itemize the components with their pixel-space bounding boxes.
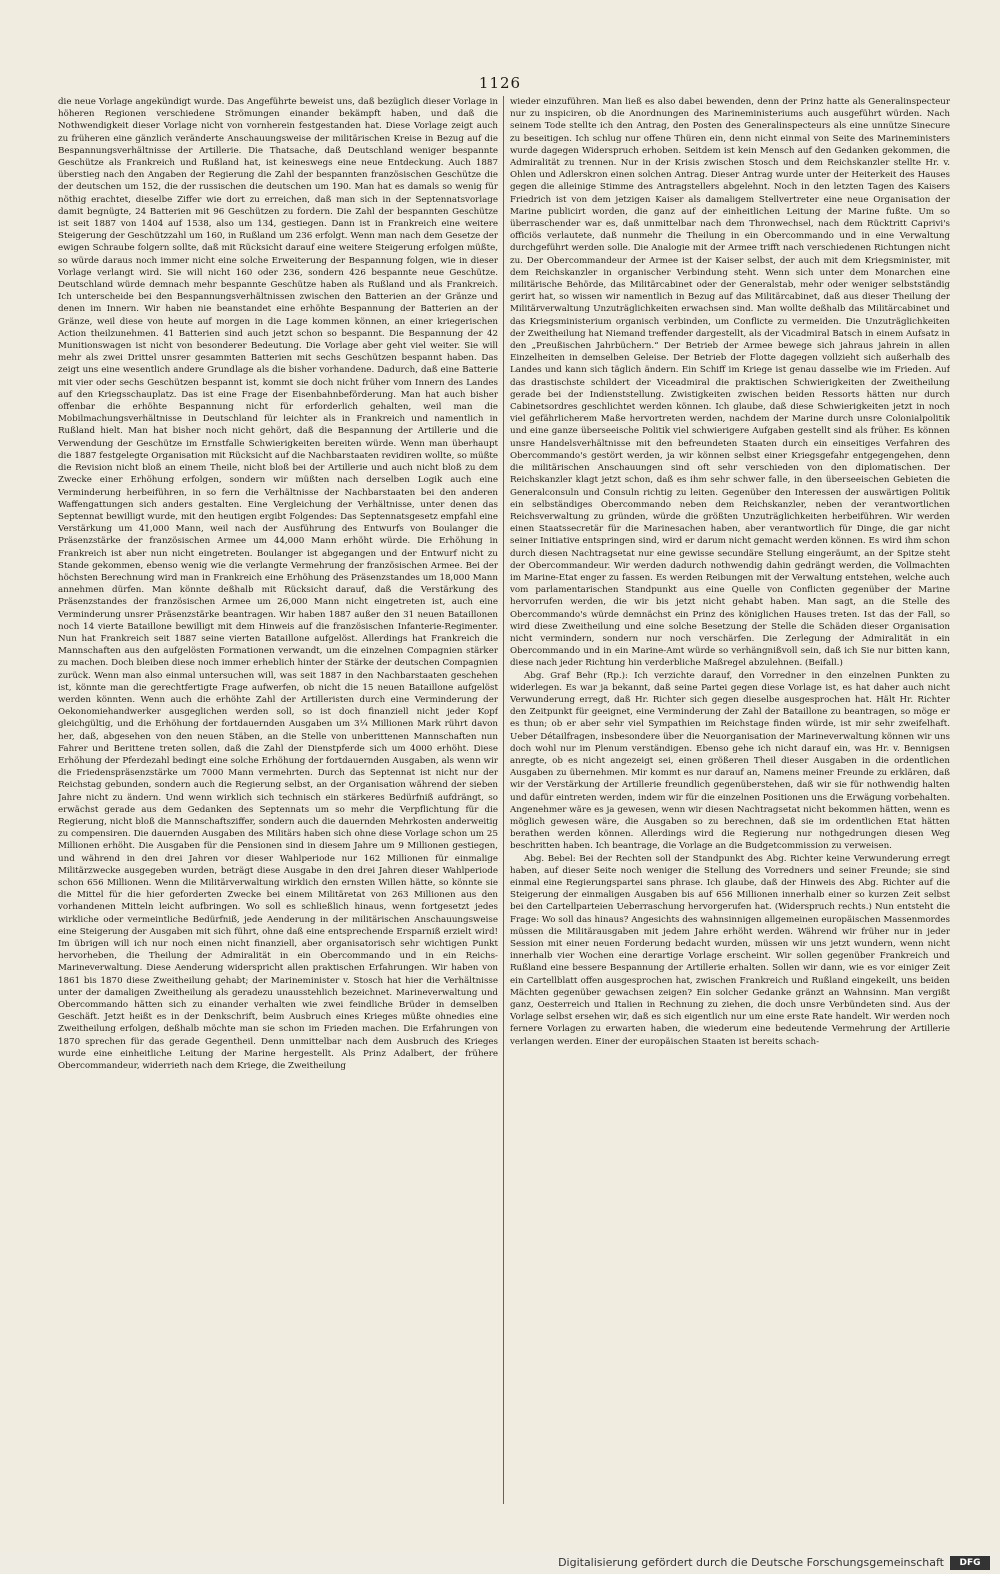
left-paragraph-1: die neue Vorlage angekündigt wurde. Das Angeführte beweist uns, daß bezüglich dieser Vorlage in höheren Regionen verschiedene Strömungen einander bekämpft haben, und daß die Nothwendigkeit dieser Vorlage nicht von vornherein festgestanden hat. Diese Vorlage zeigt auch zu früheren eine gänzlich veränderte Anschauungsweise der militärischen Kreise in Bezug auf die Bespannungsverhältnisse der Artillerie. Die Thatsache, daß Deutschland weniger bespannte Geschütze als Frankreich und Rußland hat, ist keineswegs eine neue Entdeckung. Auch 1887 überstieg nach den Angaben der Regierung die Zahl der bespannten französischen Geschütze die der deutschen um 152, die der russischen die deutschen um 190. Man hat es damals so wenig für nöthig erachtet, dieselbe Ziffer wie dort zu erreichen, daß man sich in der Septennatsvorlage damit begnügte, 24 Batterien mit 96 Geschützen zu fordern. Die Zahl der bespannten Geschütze ist seit 1887 von 1404 auf 1538, also um 134, gestiegen. Dann ist in Frankreich eine weitere Steigerung der Geschützzahl um 160, in Rußland um 236 erfolgt. Wenn man nach dem Gesetze der ewigen Schraube folgern sollte, daß mit Rücksicht darauf eine weitere Steigerung erfolgen müßte, so würde daraus noch immer nicht eine solche Erweiterung der Bespannung folgen, wie in dieser Vorlage verlangt wird. Sie will nicht 160 oder 236, sondern 426 bespannte neue Geschütze. Deutschland würde demnach mehr bespannte Geschütze haben als Rußland und als Frankreich. Ich unterscheide bei den Bespannungsverhältnissen zwischen den Batterien an der Gränze und denen im Innern. Wir haben nie beanstandet eine erhöhte Bespannung der Batterien an der Gränze, weil diese von heute auf morgen in die Lage kommen können, an einer kriegerischen Action theilzunehmen. 41 Batterien sind auch jetzt schon so bespannt. Die Bespannung der 42 Munitionswagen ist nicht von besonderer Bedeutung. Die Vorlage aber geht viel weiter. Sie will mehr als zwei Drittel unsrer gesammten Batterien mit sechs Geschützen bespannt haben. Das zeigt uns eine wesentlich andere Grundlage als die bisher vorhandene. Dadurch, daß eine Batterie mit vier oder sechs Geschützen bespannt ist, kommt sie doch nicht früher vom Innern des Landes auf den Kriegsschauplatz. Das ist eine Frage der Eisenbahnbeförderung. Man hat auch bisher offenbar die erhöhte Bespannung nicht für erforderlich gehalten, weil man die Mobilmachungsverhältnisse in Deutschland für leichter als in Frankreich und namentlich in Rußland hielt. Man hat bisher noch nicht gehört, daß die Bespannung der Artillerie und die Verwendung der Geschütze im Ernstfalle Schwierigkeiten bereiten würde. Wenn man überhaupt die 1887 festgelegte Organisation mit Rücksicht auf die Nachbarstaaten revidiren wollte, so müßte die Revision nicht bloß an einem Theile, nicht bloß bei der Artillerie und auch nicht bloß zu dem Zwecke einer Erhöhung erfolgen, sondern wir müßten nach derselben Logik auch eine Verminderung herbeiführen, in so fern die Verhältnisse der Nachbarstaaten bei den anderen Waffengattungen sich anders gestalten. Eine Vergleichung der Verhältnisse, unter denen das Septennat bewilligt wurde, mit den heutigen ergibt Folgendes: Das Septennatsgesetz empfahl eine Verstärkung um 41,000 Mann, weil nach der Ausführung des Entwurfs von Boulanger die Präsenzstärke der französischen Armee um 44,000 Mann erhöht würde. Die Erhöhung in Frankreich ist aber nun nicht eingetreten. Boulanger ist abgegangen und der Entwurf nicht zu Stande gekommen, ebenso wenig wie die verlangte Vermehrung der französischen Armee. Bei der höchsten Berechnung wird man in Frankreich eine Erhöhung des Präsenzstandes um 18,000 Mann annehmen dürfen. Man könnte deßhalb mit Rücksicht darauf, daß die Verstärkung des Präsenzstandes der französischen Armee um 26,000 Mann nicht eingetreten ist, auch eine Verminderung unsrer Präsenzstärke beantragen. Wir haben 1887 außer den 31 neuen Bataillonen noch 14 vierte Bataillone bewilligt mit dem Hinweis auf die französischen Infanterie-Regimenter. Nun hat Frankreich seit 1887 seine vierten Bataillone aufgelöst. Allerdings hat Frankreich die Mannschaften aus den aufgelösten Formationen verwandt, um die einzelnen Compagnien stärker zu machen. Doch bleiben diese noch immer erheblich hinter der Stärke der deutschen Compagnien zurück. Wenn man also einmal untersuchen will, was seit 1887 in den Nachbarstaaten geschehen ist, könnte man die gerechtfertigte Frage aufwerfen, ob nicht die 15 neuen Bataillone aufgelöst werden könnten. Wenn auch die erhöhte Zahl der Artilleristen durch eine Verminderung der Oekonomiehandwerker ausgeglichen werden soll, so ist doch finanziell nicht jeder Kopf gleichgültig, und die Erhöhung der fortdauernden Ausgaben um 3¼ Millionen Mark rührt davon her, daß, abgesehen von den neuen Stäben, an die Stelle von unberittenen Mannschaften nun Fahrer und Berittene treten sollen, daß die Zahl der Dienstpferde sich um 4000 erhöht. Diese Erhöhung der Pferdezahl bedingt eine solche Erhöhung der fortdauernden Ausgaben, als wenn wir die Friedenspräsenzstärke um 7000 Mann vermehrten. Durch das Septennat ist nicht nur der Reichstag gebunden, sondern auch die Regierung selbst, an der Organisation während der sieben Jahre nicht zu ändern. Und wenn wirklich sich technisch ein stärkeres Bedürfniß aufdrängt, so erwächst gerade aus dem Gedanken des Septennats um so mehr die Verpflichtung für die Regierung, nicht bloß die Mannschaftsziffer, sondern auch die dauernden Mehrkosten anderweitig zu compensiren. Die dauernden Ausgaben des Militärs haben sich ohne diese Vorlage schon um 25 Millionen erhöht. Die Ausgaben für die Pensionen sind in diesem Jahre um 9 Millionen gestiegen, und während in den drei Jahren vor dieser Wahlperiode nur 162 Millionen für einmalige Militärzwecke ausgegeben wurden, beträgt diese Ausgabe in den drei Jahren dieser Wahlperiode schon 656 Millionen. Wenn die Militärverwaltung wirklich den ernsten Willen hätte, so könnte sie die Mittel für die hier geforderten Zwecke bei einem Militäretat von 263 Millionen aus den vorhandenen Mitteln leicht aufbringen. Wo soll es schließlich hinaus, wenn fortgesetzt jedes wirkliche oder vermeintliche Bedürfniß, jede Aenderung in der militärischen Anschauungsweise eine Steigerung der Ausgaben mit sich führt, ohne daß eine entsprechende Ersparniß erzielt wird! Im übrigen will ich nur noch einen nicht finanziell, aber organisatorisch sehr wichtigen Punkt hervorheben, die Theilung der Admiralität in ein Obercommando und in ein Reichs-Marineverwaltung. Diese Aenderung widerspricht allen praktischen Erfahrungen. Wir haben von 1861 bis 1870 diese Zweitheilung gehabt; der Marineminister v. Stosch hat hier die Verhältnisse unter der damaligen Zweitheilung als geradezu unausstehlich bezeichnet. Marineverwaltung und Obercommando hätten sich zu einander verhalten wie zwei feindliche Brüder in demselben Geschäft. Jetzt heißt es in der Denkschrift, beim Ausbruch eines Krieges müßte ohnedies eine Zweitheilung erfolgen, deßhalb möchte man sie schon im Frieden machen. Die Erfahrungen von 1870 sprechen für das gerade Gegentheil. Denn unmittelbar nach dem Ausbruch des Krieges wurde eine einheitliche Leitung der Marine hergestellt. Als Prinz Adalbert, der frühere Obercommandeur, widerrieth nach dem Kriege, die Zweitheilung bbox=[58, 97, 498, 1072]
dfg-logo: DFG bbox=[950, 1556, 990, 1570]
page-number: 1126 bbox=[478, 74, 522, 92]
right-column bbox=[510, 96, 950, 1504]
column-divider bbox=[503, 96, 504, 1504]
footer-bar bbox=[0, 1552, 1000, 1574]
left-column bbox=[58, 96, 498, 1504]
right-paragraph-3: Abg. Bebel: Bei der Rechten soll der Standpunkt des Abg. Richter keine Verwunderung erregt haben, auf dieser Seite noch weniger die Stellung des Vorredners und seiner Freunde; sie sind einmal eine Regierungspartei sans phrase. Ich glaube, daß der Hinweis des Abg. Richter auf die Steigerung der einmaligen Ausgaben bis auf 656 Millionen innerhalb einer so kurzen Zeit selbst bei den Cartellparteien Ueberraschung hervorgerufen hat. (Widerspruch rechts.) Nun entsteht die Frage: Wo soll das hinaus? Angesichts des wahnsinnigen allgemeinen europäischen Massenmordes müssen die Militärausgaben mit jedem Jahre erhöht werden. Während wir früher nur in jeder Session mit einer neuen Forderung bedacht wurden, müssen wir uns jetzt wundern, wenn nicht innerhalb vier Wochen eine derartige Vorlage erscheint. Wir sollen gegenüber Frankreich und Rußland eine bessere Bespannung der Artillerie erhalten. Sollen wir dann, wie es vor einiger Zeit ein Cartellblatt offen ausgesprochen hat, zwischen Frankreich und Rußland eingekeilt, uns beiden Mächten gegenüber gewachsen zeigen? Ein solcher Gedanke gränzt an Wahnsinn. Man vergißt ganz, Oesterreich und Italien in Rechnung zu ziehen, die doch unsre Verbündeten sind. Aus der Vorlage selbst ersehen wir, daß es sich eigentlich nur um eine erste Rate handelt. Wir werden noch fernere Vorlagen zu erwarten haben, die wiederum eine bedeutende Vermehrung der Artillerie verlangen werden. Einer der europäischen Staaten ist bereits schach- bbox=[510, 853, 950, 1047]
footer-credit: Digitalisierung gefördert durch die Deutsche Forschungsgemeinschaft bbox=[558, 1556, 944, 1569]
right-paragraph-2: Abg. Graf Behr (Rp.): Ich verzichte darauf, den Vorredner in den einzelnen Punkten zu widerlegen. Es war ja bekannt, daß seine Partei gegen diese Vorlage ist, es hat daher auch nicht Verwunderung erregt, daß Hr. Richter sich gegen dieselbe ausgesprochen hat. Hält Hr. Richter den Zeitpunkt für geeignet, eine Verminderung der Zahl der Bataillone zu beantragen, so möge er es thun; ob er aber sehr viel Sympathien im Reichstage finden würde, ist mir sehr zweifelhaft. Ueber Détailfragen, insbesondere über die Neuorganisation der Marineverwaltung können wir uns doch wohl nur im Plenum verständigen. Ebenso gehe ich nicht darauf ein, was Hr. v. Bennigsen anregte, ob es nicht angezeigt sei, einen größeren Theil dieser Ausgaben in die ordentlichen Ausgaben zu übernehmen. Mir kommt es nur darauf an, Namens meiner Freunde zu erklären, daß wir der Verstärkung der Artillerie freundlich gegenüberstehen, daß wir sie für nothwendig halten und dafür eintreten werden, indem wir für die einzelnen Positionen uns die Erwägung vorbehalten. Angenehmer wäre es ja gewesen, wenn wir diesen Nachtragsetat nicht bekommen hätten, wenn es möglich gewesen wäre, die Ausgaben so zu berechnen, daß sie im ordentlichen Etat hätten berathen werden können. Allerdings wird die Regierung nur nothgedrungen diesen Weg beschritten haben. Ich beantrage, die Vorlage an die Budgetcommission zu verweisen. bbox=[510, 670, 950, 852]
right-paragraph-1: wieder einzuführen. Man ließ es also dabei bewenden, denn der Prinz hatte als Generalinspecteur nur zu inspiciren, ob die Anordnungen des Marineministeriums auch ausgeführt würden. Nach seinem Tode stellte ich den Antrag, den Posten des Generalinspecteurs als eine unnütze Sinecure zu beseitigen. Ich schlug nur offene Thüren ein, denn nicht einmal von Seite des Marineministers wurde dagegen Widerspruch erhoben. Seitdem ist kein Mensch auf den Gedanken gekommen, die Admiralität zu trennen. Nur in der Krisis zwischen Stosch und dem Reichskanzler stellte Hr. v. Ohlen und Adlerskron einen solchen Antrag. Dieser Antrag wurde unter der Heiterkeit des Hauses gegen die alleinige Stimme des Antragstellers abgelehnt. Noch in den letzten Tagen des Kaisers Friedrich ist von dem jetzigen Kaiser als damaligem Stellvertreter eine neue Organisation der Marine publicirt worden, die ganz auf der einheitlichen Leitung der Marine fußte. Um so überraschender war es, daß unmittelbar nach dem Thronwechsel, nach dem Rücktritt Caprivi's officiös verlautete, daß nunmehr die Theilung in ein Obercommando und in eine Verwaltung durchgeführt werden solle. Die Analogie mit der Armee trifft nach verschiedenen Richtungen nicht zu. Der Obercommandeur der Armee ist der Kaiser selbst, der auch mit dem Kriegsminister, mit dem Reichskanzler in organischer Verbindung steht. Wenn sich unter dem Monarchen eine militärische Behörde, das Militärcabinet oder der Generalstab, mehr oder weniger selbstständig gerirt hat, so wissen wir namentlich in Bezug auf das Militärcabinet, daß aus dieser Theilung der Militärverwaltung Unzuträglichkeiten erwachsen sind. Man wollte deßhalb das Militärcabinet und das Kriegsministerium organisch verbinden, um Conflicte zu vermeiden. Die Unzuträglichkeiten der Zweitheilung hat Niemand treffender dargestellt, als der Vicadmiral Batsch in einem Aufsatz in den „Preußischen Jahrbüchern.“ Der Betrieb der Armee bewege sich jahraus jahrein in allen Einzelheiten in demselben Geleise. Der Betrieb der Flotte dagegen vollzieht sich außerhalb des Landes und kann sich täglich ändern. Ein Schiff im Kriege ist genau dasselbe wie im Frieden. Auf das drastischste schildert der Viceadmiral die praktischen Schwierigkeiten der Zweitheilung gerade bei der Indienststellung. Zwistigkeiten zwischen beiden Ressorts hätten nur durch Cabinetsordres geschlichtet werden können. Ich glaube, daß diese Schwierigkeiten jetzt in noch viel gefährlicherem Maße hervortreten werden, nachdem der Marine durch unsre Colonialpolitik und eine ganze überseeische Politik viel schwierigere Aufgaben gestellt sind als früher. Es können unsre Handelsverhältnisse mit den befreundeten Staaten durch ein einseitiges Verfahren des Obercommando's gestört werden, ja wir können selbst einer Kriegsgefahr entgegengehen, denn die militärischen Anschauungen sind oft sehr verschieden von den diplomatischen. Der Reichskanzler klagt jetzt schon, daß es ihm sehr schwer falle, in den überseeischen Gebieten die Generalconsuln und Consuln richtig zu leiten. Gegenüber den Interessen der auswärtigen Politik ein selbständiges Obercommando neben dem Reichskanzler, neben der verantwortlichen Reichsverwaltung zu gründen, würde die größten Unzuträglichkeiten herbeiführen. Wir werden einen Staatssecretär für die Marinesachen haben, aber verantwortlich für Dinge, die gar nicht seiner Initiative entspringen sind, wird er darum nicht gemacht werden können. Es wird ihm schon durch diesen Nachtragsetat nur eine gewisse secundäre Stellung eingeräumt, an der Spitze steht der Obercommandeur. Wir werden dadurch nothwendig dahin gedrängt werden, die Vollmachten im Marine-Etat enger zu fassen. Es werden Reibungen mit der Verwaltung entstehen, welche auch vom parlamentarischen Standpunkt aus eine Quelle von Conflicten gegenüber der Marine hervorrufen werden, die wir bis jetzt nicht gehabt haben. Man sagt, an die Stelle des Obercommando's würde demnächst ein Prinz des königlichen Hauses treten. Ist das der Fall, so wird diese Zweitheilung und eine solche Besetzung der Stelle die Schäden dieser Organisation nicht vermindern, sondern nur noch verschärfen. Die Zerlegung der Admiralität in ein Obercommando und in ein Marine-Amt würde so verhängnißvoll sein, daß ich Sie nur bitten kann, diese nach jeder Richtung hin verderbliche Maßregel abzulehnen. (Beifall.) bbox=[510, 97, 950, 669]
